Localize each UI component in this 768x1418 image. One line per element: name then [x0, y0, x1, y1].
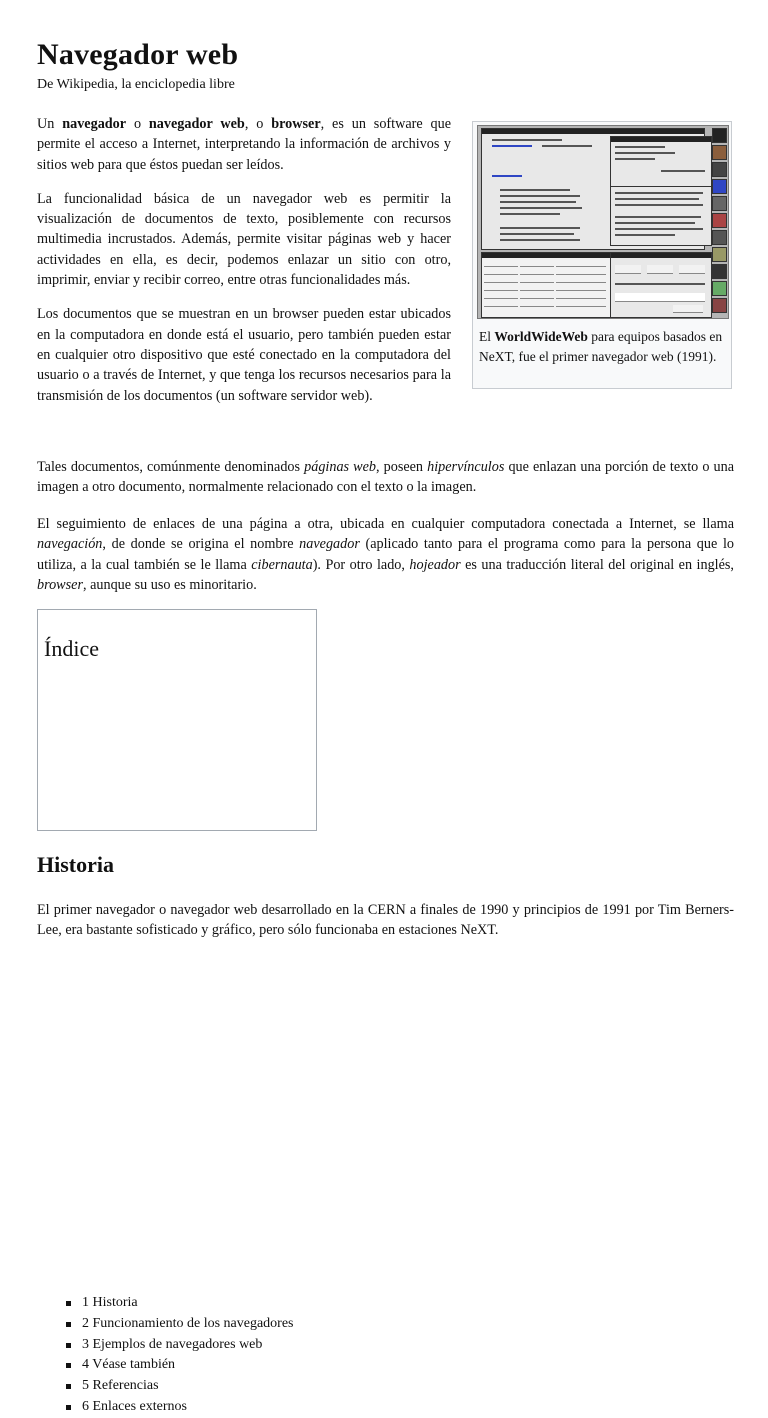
text-run: , de donde se origina el nombre: [102, 536, 300, 553]
paragraph-3: Los documentos que se muestran en un browser pueden estar ubicados en la computadora en donde está el usuario, pero también pueden estar en cualquier otro dispositivo que esté conectado en la computadora del usuario o a través de Internet, y que tenga los recursos necesarios para la transmisión de los documentos (un software servidor web).: [37, 306, 451, 404]
figure-caption: [479, 327, 725, 366]
file-list-panel: [481, 252, 611, 318]
section-heading-historia: Historia: [37, 852, 114, 877]
text-run: o: [126, 116, 149, 132]
editor-window: [610, 136, 712, 188]
toc-item-historia[interactable]: 1 Historia: [66, 1293, 294, 1314]
page-subtitle: De Wikipedia, la enciclopedia libre: [37, 77, 235, 92]
paragraph-2: La funcionalidad básica de un navegador web es permitir la visualización de documentos de texto, posiblemente con recursos multimedia incrustados. Además, permite visitar páginas web y hacer actividades en ella, es decir, podemos enlazar un sitio con otro, imprimir, enviar y recibir correo, entre otras funcionalidades más.: [37, 190, 451, 289]
text-run: , o: [244, 116, 272, 132]
italic-term: browser: [37, 576, 83, 593]
figure-worldwideweb: [472, 121, 732, 389]
text-run: para equipos basados en NeXT, fue el primer navegador web (1991).: [479, 329, 723, 364]
toc-item-funcionamiento[interactable]: 2 Funcionamiento de los navegadores: [66, 1314, 294, 1335]
toc-item-ejemplos[interactable]: 3 Ejemplos de navegadores web: [66, 1335, 294, 1356]
text-run: Tales documentos, comúnmente denominados: [37, 459, 305, 475]
paragraph-4: [37, 457, 734, 498]
italic-term: navegación: [37, 536, 103, 553]
italic-term: cibernauta: [251, 556, 313, 573]
toc-item-referencias[interactable]: 5 Referencias: [66, 1376, 294, 1397]
text-run: , poseen: [376, 459, 428, 475]
caption-link[interactable]: WorldWideWeb: [494, 329, 588, 344]
page-title: Navegador web: [37, 38, 239, 71]
text-run: (aplicado tanto para el programa como para la persona que lo utiliza, a la cual también se le llama: [37, 536, 734, 573]
toc-item-enlaces-externos[interactable]: 6 Enlaces externos: [66, 1397, 294, 1418]
toc-title: Índice: [44, 636, 99, 661]
dialog-panel: [610, 252, 712, 318]
text-run: El: [479, 329, 495, 344]
text-run: , es un software que permite el acceso a Internet, interpretando la información de archivos y sitios web para que éstos puedan ser leídos.: [37, 116, 452, 173]
text-run: Un: [37, 116, 63, 132]
toc-list: [66, 1293, 294, 1418]
paragraph-historia: El primer navegador o navegador web desarrollado en la CERN a finales de 1990 y principios de 1991 por Tim Berners-Lee, era bastante sofisticado y gráfico, pero sólo funcionaba en estaciones NeXT.: [37, 902, 734, 939]
bold-term: navegador web: [148, 116, 245, 132]
italic-term: hipervínculos: [427, 459, 505, 475]
text-run: ). Por otro lado,: [312, 556, 410, 573]
text-window: [610, 186, 712, 246]
paragraph-1: [37, 114, 451, 175]
table-of-contents: [37, 609, 317, 1414]
toc-item-vease-tambien[interactable]: 4 Véase también: [66, 1355, 294, 1376]
text-run: es una traducción literal del original en inglés,: [460, 556, 734, 573]
italic-term: navegador: [299, 536, 360, 553]
italic-term: páginas web: [304, 459, 376, 475]
intro-section: [37, 114, 451, 420]
worldwideweb-screenshot[interactable]: [477, 125, 729, 319]
bold-term: browser: [271, 116, 321, 132]
italic-term: hojeador: [409, 556, 461, 573]
paragraph-5: [37, 514, 734, 595]
text-run: , aunque su uso es minoritario.: [82, 576, 257, 593]
text-run: que enlazan una porción de texto o una imagen a otro documento, normalmente relacionado con el texto o la imagen.: [37, 459, 734, 496]
text-run: El seguimiento de enlaces de una página a otra, ubicada en cualquier computadora conectada a Internet, se llama: [37, 516, 734, 532]
bold-term: navegador: [62, 116, 127, 132]
next-dock: [712, 128, 726, 315]
